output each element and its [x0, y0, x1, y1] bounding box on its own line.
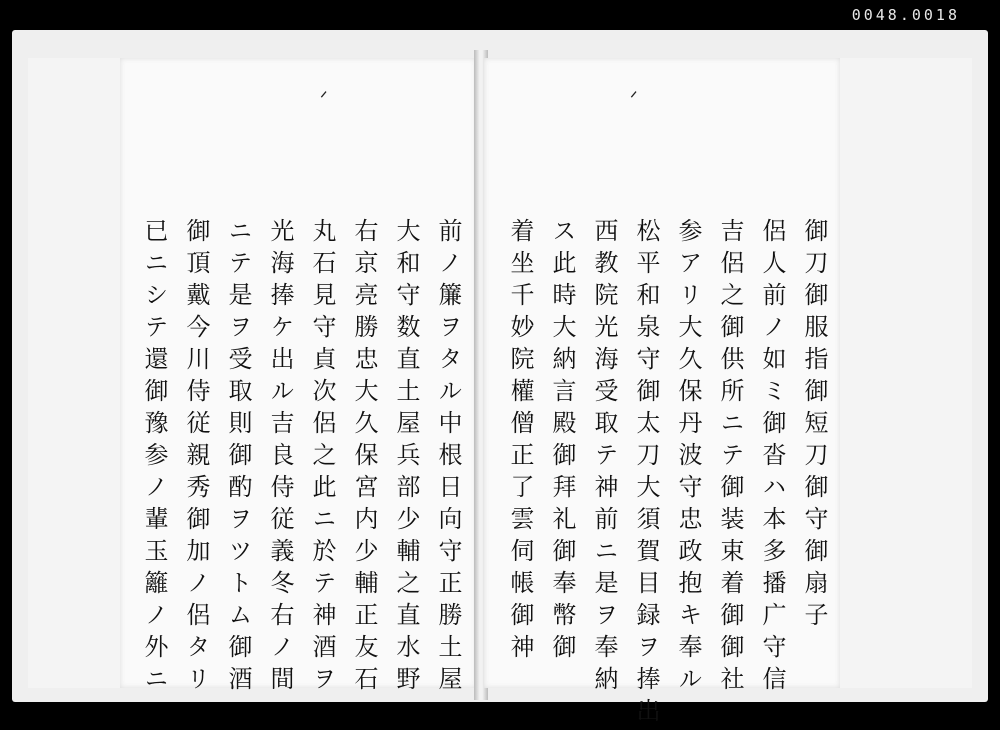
left-col-4: 丸石見守貞次侶之此ニ於テ神酒ヲ — [308, 218, 336, 698]
book-spread — [12, 30, 988, 730]
right-col-8: 着坐千妙院權僧正了雲伺帳御神 — [506, 218, 534, 666]
right-page — [484, 58, 840, 730]
page-mark-right: ᐟ — [630, 88, 638, 109]
scan-strip — [0, 0, 1000, 30]
right-col-5: 松平和泉守御太刀大須賀目録ヲ捧出 — [632, 218, 660, 730]
left-margin — [28, 58, 120, 688]
left-col-1: 前ノ簾ヲタル中根日向守正勝土屋 — [434, 218, 462, 698]
right-col-1: 御刀御服指御短刀御守御扇子 — [800, 218, 828, 634]
left-col-8: 已ニシテ還御豫参ノ輩玉籬ノ外ニ — [140, 218, 168, 698]
right-col-4: 参アリ大久保丹波守忠政抱キ奉ル — [674, 218, 702, 698]
right-col-7: ス此時大納言殿御拜礼御奉幣御 — [548, 218, 576, 666]
left-page — [120, 58, 476, 698]
left-col-5: 光海捧ケ出ル吉良侍従義冬右ノ間 — [266, 218, 294, 698]
right-col-3: 吉侶之御供所ニテ御装束着御御社 — [716, 218, 744, 698]
right-col-6: 西教院光海受取テ神前ニ是ヲ奉納 — [590, 218, 618, 698]
right-margin — [840, 58, 972, 688]
left-col-6: ニテ是ヲ受取則御酌ヲツトム御酒 — [224, 218, 252, 698]
left-col-3: 右京亮勝忠大久保宮内少輔正友石 — [350, 218, 378, 698]
left-col-7: 御頂戴今川侍従親秀御加ノ侶タリ — [182, 218, 210, 698]
left-col-2: 大和守数直土屋兵部少輔之直水野 — [392, 218, 420, 698]
right-col-2: 侶人前ノ如ミ御沓ハ本多播广守信 — [758, 218, 786, 698]
frame-code: 0048.0018 — [851, 6, 960, 24]
page-mark-left: ᐟ — [320, 88, 328, 109]
